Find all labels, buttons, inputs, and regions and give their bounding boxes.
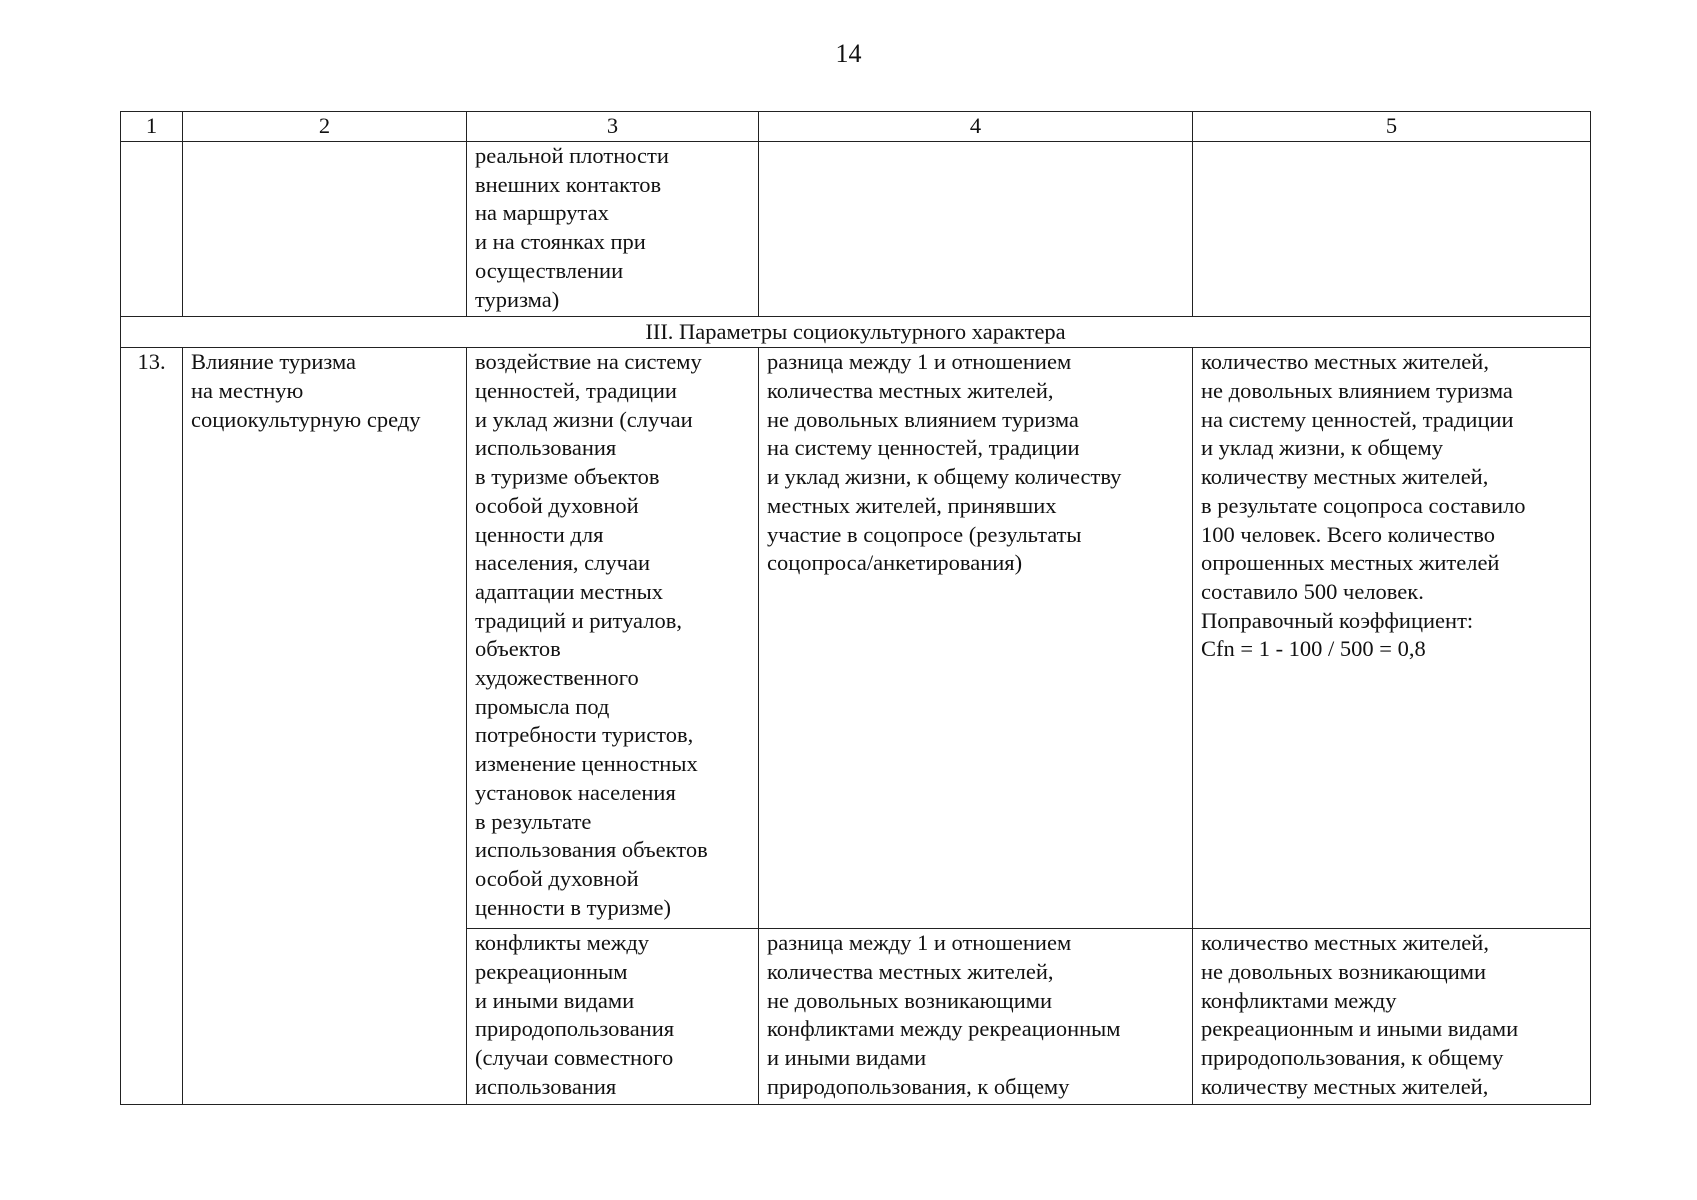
text-line: объектов — [475, 636, 561, 662]
text-line: реальной плотности — [475, 143, 669, 168]
row-number: 13. — [121, 348, 183, 929]
text-line: конфликтами между — [1201, 987, 1397, 1013]
indicator-parameter — [467, 348, 759, 929]
text-line: количеству местных жителей, — [1201, 1073, 1489, 1099]
text-line: конфликтами между рекреационным — [767, 1016, 1121, 1042]
text-line: использования объектов — [475, 837, 708, 863]
indicator-name — [183, 348, 467, 929]
text-line: количество местных жителей, — [1201, 349, 1489, 375]
text-line: и на стоянках при — [475, 229, 646, 255]
text-line: рекреационным — [475, 958, 628, 984]
text-line: особой духовной — [475, 492, 639, 518]
text-line: особой духовной — [475, 865, 639, 891]
section-row — [121, 316, 1591, 347]
continuation-cell-5 — [1193, 142, 1591, 317]
text-line: социокультурную среду — [191, 406, 421, 432]
text-line: использования — [475, 435, 617, 461]
text-line: адаптации местных — [475, 578, 664, 604]
row-number-continued — [121, 929, 183, 1105]
text-line: на систему ценностей, традиции — [1201, 406, 1514, 432]
text-line: местных жителей, принявших — [767, 492, 1057, 518]
text-line: ценностей, традиции — [475, 377, 677, 403]
text-line: опрошенных местных жителей — [1201, 550, 1500, 576]
column-number-3: 3 — [467, 112, 759, 142]
text-line: не довольных возникающими — [767, 987, 1053, 1013]
text-line: на маршрутах — [475, 200, 609, 226]
text-line: количеству местных жителей, — [1201, 464, 1489, 490]
continuation-cell-4 — [759, 142, 1193, 317]
text-line: конфликты между — [475, 930, 650, 956]
text-line: природопользования, к общему — [1201, 1045, 1504, 1070]
text-line: и уклад жизни, к общему — [1201, 435, 1443, 461]
continuation-cell-2 — [183, 142, 467, 317]
column-number-4: 4 — [759, 112, 1193, 142]
text-line: промысла под — [475, 693, 610, 719]
text-line: ценности в туризме) — [475, 894, 672, 920]
section-title: III. Параметры социокультурного характера — [121, 316, 1591, 347]
text-line: установок населения — [475, 779, 676, 805]
text-line: и уклад жизни (случаи — [475, 406, 693, 432]
indicator-formula — [759, 348, 1193, 929]
continuation-cell-1 — [121, 142, 183, 317]
indicator-example-2 — [1193, 929, 1591, 1105]
text-line: природопользования, к общему — [767, 1073, 1070, 1099]
text-line: рекреационным и иными видами — [1201, 1016, 1519, 1042]
table-row-13 — [121, 348, 1591, 929]
text-line: соцопроса/анкетирования) — [767, 550, 1023, 576]
text-line: участие в соцопросе (результаты — [767, 521, 1082, 547]
text-line: и иными видами — [475, 987, 635, 1013]
text-line: не довольных влиянием туризма — [767, 406, 1079, 432]
indicator-example — [1193, 348, 1591, 929]
text-line: художественного — [475, 665, 639, 691]
text-line: населения, случаи — [475, 550, 650, 576]
text-line: и уклад жизни, к общему количеству — [767, 464, 1122, 490]
text-line: Влияние туризма — [191, 349, 357, 375]
column-number-2: 2 — [183, 112, 467, 142]
text-line: в результате соцопроса составило — [1201, 492, 1526, 518]
text-line: природопользования — [475, 1016, 675, 1042]
column-number-5: 5 — [1193, 112, 1591, 142]
text-line: на местную — [191, 377, 304, 403]
text-line: не довольных возникающими — [1201, 958, 1487, 984]
text-line: внешних контактов — [475, 171, 662, 197]
text-line: Поправочный коэффициент: — [1201, 607, 1474, 633]
text-line: ценности для — [475, 521, 604, 547]
text-line: не довольных влиянием туризма — [1201, 377, 1513, 403]
text-line: использования — [475, 1073, 617, 1099]
text-line: в результате — [475, 808, 592, 834]
page-number: 14 — [835, 39, 862, 68]
indicator-parameter-2 — [467, 929, 759, 1105]
column-number-1: 1 — [121, 112, 183, 142]
text-line: потребности туристов, — [475, 722, 694, 748]
text-line: воздействие на систему — [475, 349, 702, 375]
text-line: количества местных жителей, — [767, 377, 1054, 403]
text-line: количество местных жителей, — [1201, 930, 1489, 956]
column-number-row — [121, 112, 1591, 142]
text-line: количества местных жителей, — [767, 958, 1054, 984]
text-line: туризма) — [475, 286, 560, 312]
text-line: и иными видами — [767, 1045, 927, 1070]
indicators-table — [120, 111, 1591, 1105]
text-line: разница между 1 и отношением — [767, 349, 1072, 375]
text-line: в туризме объектов — [475, 464, 660, 490]
text-line: осуществлении — [475, 257, 624, 283]
text-line: составило 500 человек. — [1201, 578, 1424, 604]
indicator-name-continued — [183, 929, 467, 1105]
continuation-row — [121, 142, 1591, 317]
text-line: на систему ценностей, традиции — [767, 435, 1080, 461]
text-line: традиций и ритуалов, — [475, 607, 682, 633]
indicator-formula-2 — [759, 929, 1193, 1105]
text-line: разница между 1 и отношением — [767, 930, 1072, 956]
text-line: Cfn = 1 - 100 / 500 = 0,8 — [1201, 636, 1426, 662]
table-row-13-part-2 — [121, 929, 1591, 1105]
text-line: (случаи совместного — [475, 1045, 674, 1070]
text-line: 100 человек. Всего количество — [1201, 521, 1496, 547]
continuation-cell-3 — [467, 142, 759, 317]
text-line: изменение ценностных — [475, 751, 698, 777]
